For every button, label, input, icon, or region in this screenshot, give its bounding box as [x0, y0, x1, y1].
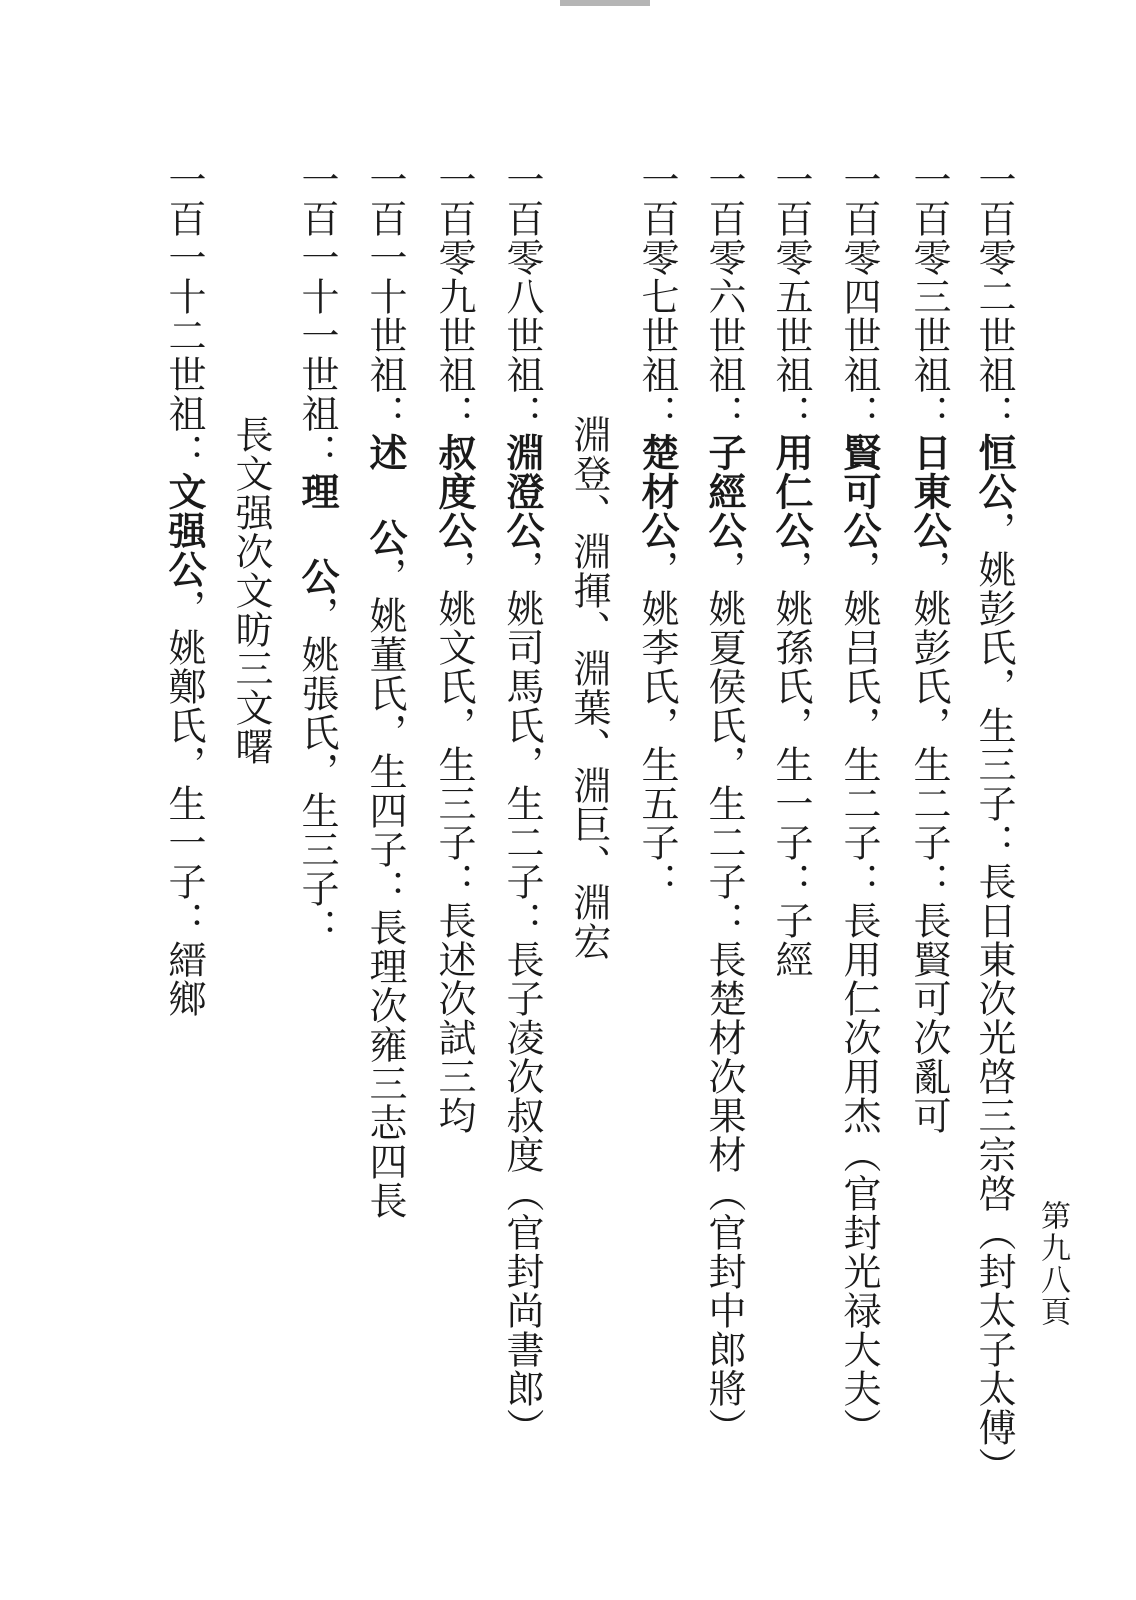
ancestor-name: 用仁公	[769, 433, 814, 550]
generation-label: 一百零八世祖：	[500, 160, 544, 433]
genealogy-column	[702, 160, 747, 1447]
generation-label: 一百一十二世祖：	[162, 160, 206, 472]
genealogy-column	[837, 160, 882, 1447]
entry-text: ，姚彭氏，生三子：長日東次光啓三宗啓（封太子太傅）	[972, 511, 1016, 1486]
ancestor-name: 叔度公	[432, 433, 477, 550]
scan-mark	[560, 0, 650, 6]
children-list-column	[567, 415, 611, 961]
generation-label: 一百零三世祖：	[907, 160, 951, 433]
children-names: 長文强次文昉三文曙	[229, 415, 273, 766]
ancestor-name: 楚材公	[635, 433, 680, 550]
entry-text: ，姚鄭氏，生一子：縉鄉	[162, 589, 206, 1018]
generation-label: 一百零五世祖：	[769, 160, 813, 433]
genealogy-column	[907, 160, 952, 1135]
ancestor-name: 恒公	[972, 433, 1017, 511]
page-number: 第九八頁	[1035, 1200, 1070, 1328]
generation-label: 一百零四世祖：	[837, 160, 881, 433]
entry-text: ，姚孫氏，生一子：子經	[769, 550, 813, 979]
generation-label: 一百一十一世祖：	[295, 160, 339, 472]
generation-label: 一百零九世祖：	[432, 160, 476, 433]
ancestor-name: 述 公	[363, 433, 408, 557]
genealogy-column	[769, 160, 814, 979]
generation-label: 一百一十世祖：	[363, 160, 407, 433]
ancestor-name: 子經公	[702, 433, 747, 550]
ancestor-name: 日東公	[907, 433, 952, 550]
entry-text: ，姚李氏，生五子：	[635, 550, 679, 901]
genealogy-column	[363, 160, 408, 1220]
entry-text: ，姚夏侯氏，生二子：長楚材次果材（官封中郎將）	[702, 550, 746, 1447]
entry-text: ，姚吕氏，生二子：長用仁次用杰（官封光禄大夫）	[837, 550, 881, 1447]
genealogy-column	[635, 160, 680, 901]
generation-label: 一百零六世祖：	[702, 160, 746, 433]
ancestor-name: 賢可公	[837, 433, 882, 550]
genealogy-column	[500, 160, 545, 1447]
generation-label: 一百零七世祖：	[635, 160, 679, 433]
entry-text: ，姚董氏，生四子：長理次雍三志四長	[363, 557, 407, 1220]
children-names: 淵登、淵揮、淵葉、淵巨、淵宏	[567, 415, 611, 961]
children-list-column	[229, 415, 273, 766]
genealogy-column	[432, 160, 477, 1135]
genealogy-column	[972, 160, 1017, 1486]
entry-text: ，姚文氏，生三子：長述次試三均	[432, 550, 476, 1135]
entry-text: ，姚彭氏，生二子：長賢可次亂可	[907, 550, 951, 1135]
ancestor-name: 理 公	[295, 472, 340, 596]
genealogy-column	[162, 160, 207, 1018]
genealogy-column	[295, 160, 340, 947]
entry-text: ，姚司馬氏，生二子：長子凌次叔度（官封尚書郎）	[500, 550, 544, 1447]
ancestor-name: 淵澄公	[500, 433, 545, 550]
ancestor-name: 文强公	[162, 472, 207, 589]
entry-text: ，姚張氏，生三子：	[295, 596, 339, 947]
generation-label: 一百零二世祖：	[972, 160, 1016, 433]
